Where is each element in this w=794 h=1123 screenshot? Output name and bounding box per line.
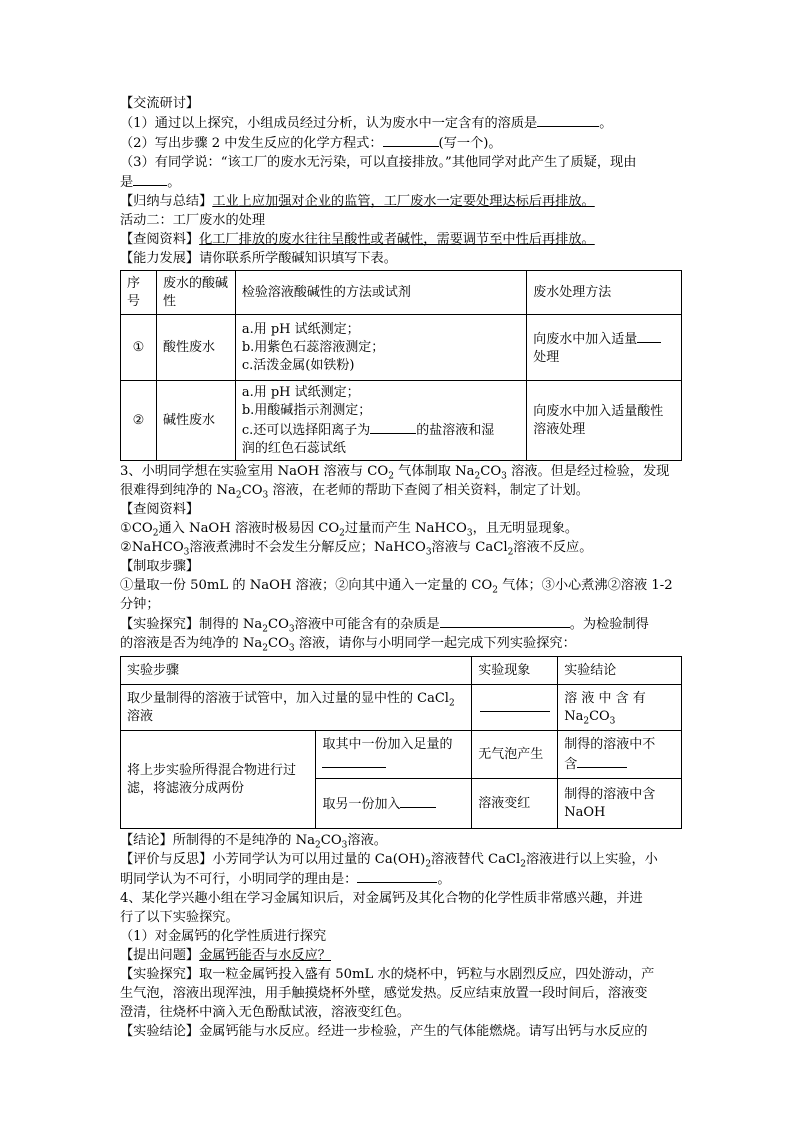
- experiment-conclusion-line: 【实验结论】金属钙能与水反应。经进一步检验，产生的气体能燃烧。请写出钙与水反应的: [120, 1024, 648, 1039]
- step-cell: 将上步实验所得混合物进行过滤，将滤液分成两份: [121, 731, 316, 829]
- steps-heading: 【制取步骤】: [120, 559, 200, 574]
- section-4-sub-1: （1）对金属钙的化学性质进行探究: [120, 929, 327, 944]
- question-3-cont: 是 。: [120, 172, 682, 192]
- treatment-cell: 向废水中加入适量酸性溶液处理: [527, 381, 682, 461]
- question-3: （3）有同学说：“该工厂的废水无污染，可以直接排放。”其他同学对此产生了质疑，现由: [120, 155, 637, 170]
- explore-line: 【实验探究】制得的 $Na_2CO_3$溶液中可能含有的杂质是 。为检验制得: [120, 614, 682, 634]
- table-row: [121, 685, 682, 731]
- experiment-table: [120, 656, 682, 829]
- section-4-intro-cont: 行了以下实验探究。: [120, 910, 239, 925]
- ability-line: 【能力发展】请你联系所学酸碱知识填写下表。: [120, 251, 397, 266]
- answer-blank[interactable]: [400, 794, 436, 808]
- section-3-intro-cont: 很难得到纯净的 $Na_2CO_3$ 溶液，在老师的帮助下查阅了相关资料，制定了计划。: [120, 483, 589, 501]
- header-cell: 实验现象: [472, 657, 558, 685]
- answer-blank[interactable]: [370, 420, 416, 434]
- section-4-intro: 4、某化学兴趣小组在学习金属知识后，对金属钙及其化合物的化学性质非常感兴趣，并进: [120, 891, 643, 906]
- steps-text-cont: 分钟；: [120, 597, 160, 612]
- operation-cell: 取其中一份加入足量的: [316, 731, 472, 779]
- reference-line: 【查阅资料】化工厂排放的废水往往呈酸性或者碱性，需要调节至中性后再排放。: [120, 232, 595, 247]
- evaluation-line-cont: 明同学认为不可行，小明同学的理由是： 。: [120, 869, 682, 889]
- header-cell: 实验结论: [558, 657, 682, 685]
- wastewater-type: 酸性废水: [156, 315, 235, 381]
- answer-blank[interactable]: [537, 113, 599, 127]
- header-cell: 检验溶液酸碱性的方法或试剂: [235, 271, 526, 315]
- answer-blank[interactable]: [480, 698, 550, 712]
- test-method-cell: a.用 pH 试纸测定； b.用紫色石蕊溶液测定； c.活泼金属(如铁粉): [235, 315, 526, 381]
- answer-blank[interactable]: [133, 172, 167, 186]
- reference-heading: 【查阅资料】: [120, 502, 200, 517]
- table-row: [121, 315, 682, 381]
- header-cell: 废水处理方法: [527, 271, 682, 315]
- wastewater-table: [120, 270, 682, 461]
- observation-cell: 溶液变红: [472, 779, 558, 829]
- explore-line-cont: 的溶液是否为纯净的 $Na_2CO_3$ 溶液，请你与小明同学一起完成下列实验探究：: [120, 636, 576, 654]
- answer-blank[interactable]: [637, 329, 661, 343]
- test-method-cell: a.用 pH 试纸测定； b.用酸碱指示剂测定； c.还可以选择阳离子为 的盐溶液和湿 润的红色石蕊试纸: [235, 381, 526, 461]
- table-header-row: [121, 271, 682, 315]
- reference-item-1: $①CO_2$通入 NaOH 溶液时极易因 $CO_2$过量而产生 NaHCO$_3$，且无明显现象。: [120, 521, 579, 539]
- table-row: [121, 731, 682, 779]
- summary-line: 【归纳与总结】工业上应加强对企业的监管，工厂废水一定要处理达标后再排放。: [120, 194, 595, 209]
- answer-blank[interactable]: [440, 614, 570, 628]
- conclusion-cell: 制得的溶液中含 NaOH: [558, 779, 682, 829]
- reference-item-2: ②NaHCO$_3$溶液煮沸时不会发生分解反应；NaHCO$_3$溶液与 CaCl$_2$溶液不反应。: [120, 540, 593, 558]
- conclusion-line: 【结论】所制得的不是纯净的 $Na_2CO_3$溶液。: [120, 833, 387, 851]
- row-number: ②: [121, 381, 157, 461]
- steps-text: ①量取一份 50mL 的 NaOH 溶液；②向其中通入一定量的 $CO_2$ 气体；③小心煮沸②溶液 1-2: [120, 578, 673, 596]
- conclusion-cell: 溶 液 中 含 有 $Na_2CO_3$: [558, 685, 682, 731]
- evaluation-line: 【评价与反思】小芳同学认为可以用过量的 $Ca(OH)_2$溶液替代 CaCl$_2$溶液进行以上实验，小: [120, 852, 658, 870]
- treatment-cell: 向废水中加入适量 处理: [527, 315, 682, 381]
- wastewater-type: 碱性废水: [156, 381, 235, 461]
- table-row: [121, 381, 682, 461]
- answer-blank[interactable]: [322, 754, 386, 768]
- header-cell: 实验步骤: [121, 657, 472, 685]
- conclusion-cell: 制得的溶液中不 含: [558, 731, 682, 779]
- header-cell: 废水的酸碱性: [156, 271, 235, 315]
- question-line: 【提出问题】金属钙能否与水反应？: [120, 948, 331, 963]
- row-number: ①: [121, 315, 157, 381]
- experiment-line-cont: 生气泡，溶液出现浑浊，用手触摸烧杯外壁，感觉发热。反应结束放置一段时间后，溶液变: [120, 986, 648, 1001]
- step-cell: 取少量制得的溶液于试管中，加入过量的显中性的 CaCl$_2$ 溶液: [121, 685, 472, 731]
- question-2: （2）写出步骤 2 中发生反应的化学方程式： (写一个)。: [120, 133, 682, 153]
- question-1: （1）通过以上探究，小组成员经过分析，认为废水中一定含有的溶质是 。: [120, 113, 682, 133]
- answer-blank[interactable]: [577, 754, 627, 768]
- observation-cell: 无气泡产生: [472, 731, 558, 779]
- experiment-line: 【实验探究】取一粒金属钙投入盛有 50mL 水的烧杯中，钙粒与水剧烈反应，四处游动，产: [120, 967, 655, 982]
- exchange-heading: 【交流研讨】: [120, 96, 200, 111]
- section-3-intro: 3、小明同学想在实验室用 NaOH 溶液与 $CO_2$ 气体制取 $Na_2CO_3$ 溶液。但是经过检验，发现: [120, 464, 670, 482]
- experiment-line-cont-2: 澄清，往烧杯中滴入无色酚酞试液，溶液变红色。: [120, 1005, 411, 1020]
- header-cell: 序号: [121, 271, 157, 315]
- table-header-row: [121, 657, 682, 685]
- answer-blank[interactable]: [357, 869, 437, 883]
- worksheet-page: [120, 94, 682, 1041]
- observation-cell: [472, 685, 558, 731]
- operation-cell: 取另一份加入: [316, 779, 472, 829]
- activity-2-title: 活动二：工厂废水的处理: [120, 213, 266, 228]
- answer-blank[interactable]: [383, 133, 439, 147]
